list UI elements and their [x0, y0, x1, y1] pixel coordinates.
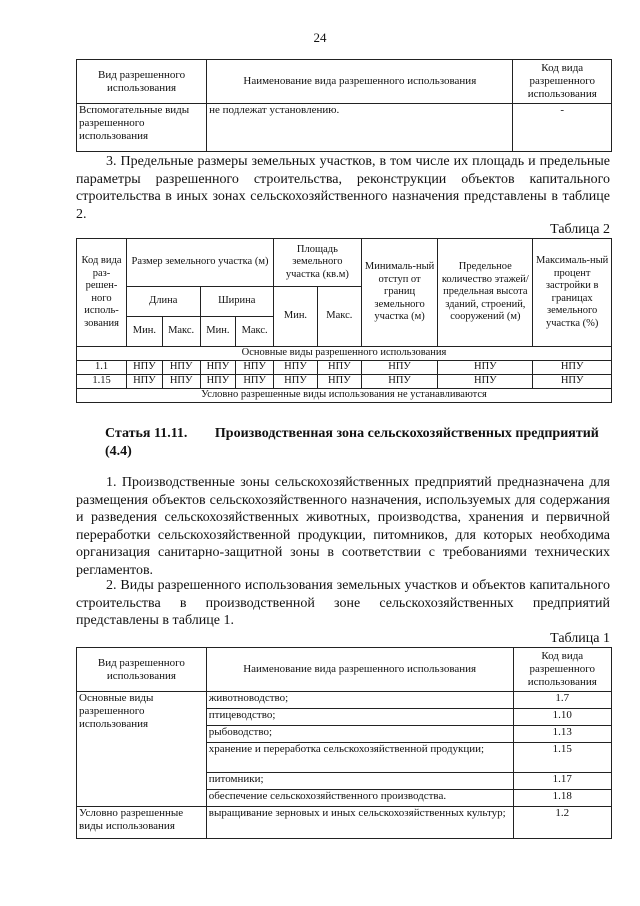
row-kind: Вспомогательные виды разрешенного использования	[77, 104, 207, 152]
t1-code: 1.10	[513, 709, 611, 726]
t1-code: 1.13	[513, 726, 611, 743]
article-title: Производственная зона сельскохозяйственных предприятий (4.4)	[105, 426, 599, 459]
article-number: Статья 11.11.	[105, 426, 188, 441]
t1-name: птицеводство;	[206, 709, 513, 726]
t1-th-kind: Вид разрешенного использования	[77, 648, 207, 692]
t2-cell: НПУ	[361, 361, 438, 375]
t2-cell: НПУ	[274, 361, 318, 375]
th-kind: Вид разрешенного использования	[77, 60, 207, 104]
t2-h-wid-min: Мин.	[200, 317, 236, 347]
t2-section-cond: Условно разрешенные виды использования не устанавливаются	[77, 389, 612, 403]
t2-row1-code: 1.1	[77, 361, 127, 375]
t1-code: 1.17	[513, 773, 611, 790]
t2-cell: НПУ	[127, 361, 163, 375]
table-row	[77, 692, 612, 709]
row-code: -	[513, 104, 612, 152]
t2-h-width: Ширина	[200, 287, 274, 317]
paragraph-1: 1. Производственные зоны сельскохозяйственных предприятий предназначена для размещения объектов сельскохозяйственного назначения, используемых для содержания и разведения сельскохозяйственных животных, производства, хранения и первичной переработки сельскохозяйственной продукции, питомников, для которых необходима организация санитарно-защитной зоны в соответствии с требованиями технических регламентов.	[76, 475, 610, 578]
t2-h-code: Код вида раз-решен-ного исполь-зования	[77, 239, 127, 347]
t2-cell: НПУ	[533, 375, 612, 389]
t1-th-code: Код вида разрешенного использования	[513, 648, 611, 692]
page-number: 24	[313, 30, 327, 45]
t2-h-percent: Максималь-ный процент застройки в границах земельного участка (%)	[533, 239, 612, 347]
t2-h-floors: Предельное количество этажей/ предельная высота зданий, строений, сооружений (м)	[438, 239, 533, 347]
th-name: Наименование вида разрешенного использования	[207, 60, 513, 104]
t2-h-len-min: Мин.	[127, 317, 163, 347]
t2-cell: НПУ	[200, 375, 236, 389]
t2-cell: НПУ	[236, 375, 274, 389]
t2-h-len-max: Макс.	[162, 317, 200, 347]
paragraph-2: 2. Виды разрешенного использования земельных участков и объектов капитального строительства в производственной зоне сельскохозяйственных предприятий представлены в таблице 1.	[76, 578, 610, 628]
paragraph-3: 3. Предельные размеры земельных участков, в том числе их площадь и предельные параметры разрешенного строительства, реконструкции объектов капитального строительства в иных зонах сельскохозяйственного назначения представлены в таблице 2.	[76, 154, 610, 222]
t2-section-main: Основные виды разрешенного использования	[77, 347, 612, 361]
row-name: не подлежат установлению.	[207, 104, 513, 152]
t2-cell: НПУ	[317, 375, 361, 389]
t1-name: рыбоводство;	[206, 726, 513, 743]
t2-cell: НПУ	[274, 375, 318, 389]
t2-cell: НПУ	[162, 361, 200, 375]
t1-name: хранение и переработка сельскохозяйственной продукции;	[206, 743, 513, 773]
t2-h-area-max: Макс.	[317, 287, 361, 347]
t1-main-label: Основные виды разрешенного использования	[77, 692, 207, 807]
t2-h-offset: Минималь-ный отступ от границ земельного участка (м)	[361, 239, 438, 347]
t1-code: 1.2	[513, 807, 611, 839]
t1-name: обеспечение сельскохозяйственного производства.	[206, 790, 513, 807]
t2-cell: НПУ	[317, 361, 361, 375]
table-row	[77, 375, 612, 389]
t1-code: 1.7	[513, 692, 611, 709]
t2-cell: НПУ	[200, 361, 236, 375]
t2-h-wid-max: Макс.	[236, 317, 274, 347]
t1-name: животноводство;	[206, 692, 513, 709]
t2-h-length: Длина	[127, 287, 201, 317]
article-heading	[105, 425, 610, 460]
table2-caption: Таблица 2	[550, 222, 610, 237]
t1-code: 1.15	[513, 743, 611, 773]
t1-code: 1.18	[513, 790, 611, 807]
table-1	[76, 647, 612, 839]
table-2	[76, 238, 612, 403]
table-row	[77, 361, 612, 375]
t2-cell: НПУ	[236, 361, 274, 375]
t1-name: питомники;	[206, 773, 513, 790]
t2-cell: НПУ	[438, 361, 533, 375]
t2-cell: НПУ	[533, 361, 612, 375]
table1-caption: Таблица 1	[550, 631, 610, 646]
t2-row2-code: 1.15	[77, 375, 127, 389]
t1-cond-label: Условно разрешенные виды использования	[77, 807, 207, 839]
t2-cell: НПУ	[127, 375, 163, 389]
t2-h-area: Площадь земельного участка (кв.м)	[274, 239, 362, 287]
t2-h-area-min: Мин.	[274, 287, 318, 347]
t2-h-size: Размер земельного участка (м)	[127, 239, 274, 287]
t2-cell: НПУ	[162, 375, 200, 389]
t2-cell: НПУ	[438, 375, 533, 389]
table-row	[77, 807, 612, 839]
t1-name: выращивание зерновых и иных сельскохозяйственных культур;	[206, 807, 513, 839]
table-top	[76, 59, 612, 152]
t1-th-name: Наименование вида разрешенного использования	[206, 648, 513, 692]
th-code: Код вида разрешенного использования	[513, 60, 612, 104]
t2-cell: НПУ	[361, 375, 438, 389]
